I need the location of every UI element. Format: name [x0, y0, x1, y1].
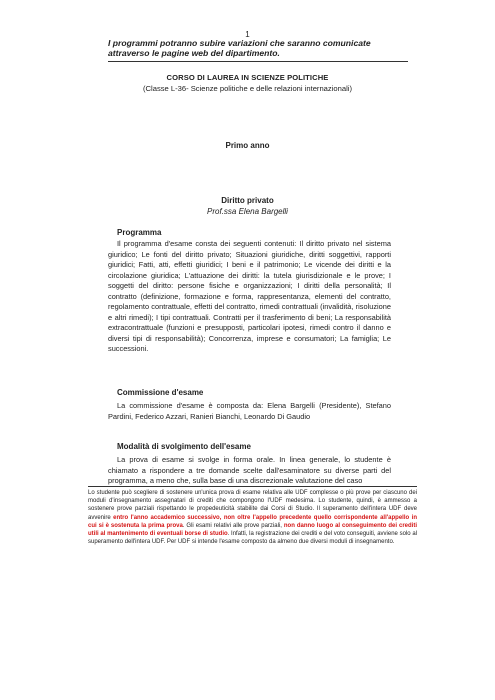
- section-text-programma: Il programma d'esame consta dei seguenti contenuti: Il diritto privato nel sistema giuridico; Le fonti del diritto privato; Situazioni giuridiche, diritti soggettivi, rapporti giuridici; Fatti, atti, effetti giuridici; I beni e il patrimonio; Le vicende dei diritti e la circolazione giuridica; L'attuazione dei diritti: la tutela giurisdizionale e le prove; I soggetti del diritto: persone fisiche e organizzazioni; I diritti della personalità; Il contratto (definizione, formazione e forma, rappresentanza, elementi del contratto, regolamento contrattuale, effetti del contratto, rimedi contrattuali (invalidità, risoluzione e altri rimedi); I tipi contrattuali. Contratti per il trasferimento di beni; La responsabilità extracontrattuale (funzioni e presupposti, particolari ipotesi, rimedi contro il danno e diversi tipi di responsabilità); Concorrenza, imprese e consumatori; La famiglia; Le successioni.: [108, 239, 391, 353]
- section-heading-programma: Programma: [117, 228, 162, 237]
- subject-title: Diritto privato: [221, 196, 274, 205]
- footnote-part3: . Infatti, la registrazione dei crediti e del voto conseguiti, avviene solo al superamento dell'intera UDF. Per UDF si intende l'esame composto da almeno due diversi moduli di insegnamento.: [88, 531, 417, 546]
- top-note: I programmi potranno subire variazioni che saranno comunicate attraverso le pagine web del dipartimento.: [108, 38, 371, 58]
- footnote-highlight-2: non danno luogo al conseguimento dei crediti utili al mantenimento di eventuali borse di studio: [88, 522, 417, 538]
- year-heading: Primo anno: [225, 141, 270, 150]
- professor-name: Prof.ssa Elena Bargelli: [207, 207, 288, 216]
- footnote-part1: Lo studente può scegliere di sostenere un'unica prova di esame relativa alle UDF complesse o più prove per ciascuno dei moduli d'insegnamento assegnatari di crediti che compongono l'UDF medesima. Lo studente, quindi, è ammesso a sostenere prove parziali rispettando le propedeuticità stabilite dai Corsi di Studio. Il superamento dell'intera UDF deve avvenire: [88, 490, 417, 521]
- course-class: (Classe L-36- Scienze politiche e delle relazioni internazionali): [143, 84, 352, 93]
- footnote-part2: . Gli esami relativi alle prove parziali,: [182, 522, 284, 529]
- section-heading-modalita: Modalità di svolgimento dell'esame: [117, 442, 251, 451]
- section-text-commissione: La commissione d'esame è composta da: Elena Bargelli (Presidente), Stefano Pardini, Federico Azzari, Ranieri Bianchi, Leonardo Di Gaudio: [108, 401, 391, 421]
- section-heading-commissione: Commissione d'esame: [117, 388, 204, 397]
- footnote-highlight-1: entro l'anno accademico successivo, non oltre l'appello precedente quello corrispondente all'appello in cui si è sostenuta la prima prova: [88, 514, 417, 529]
- footnote: [88, 489, 417, 546]
- course-title: CORSO DI LAUREA IN SCIENZE POLITICHE: [166, 73, 329, 82]
- section-text-modalita: La prova di esame si svolge in forma orale. In linea generale, lo studente è chiamato a rispondere a tre domande scelte dall'esaminatore su diverse parti del programma, a meno che, sulla base di una discrezionale valutazione del caso: [108, 455, 391, 485]
- page-number: 1: [245, 30, 250, 39]
- top-divider: [108, 61, 408, 62]
- footnote-divider: [88, 486, 417, 487]
